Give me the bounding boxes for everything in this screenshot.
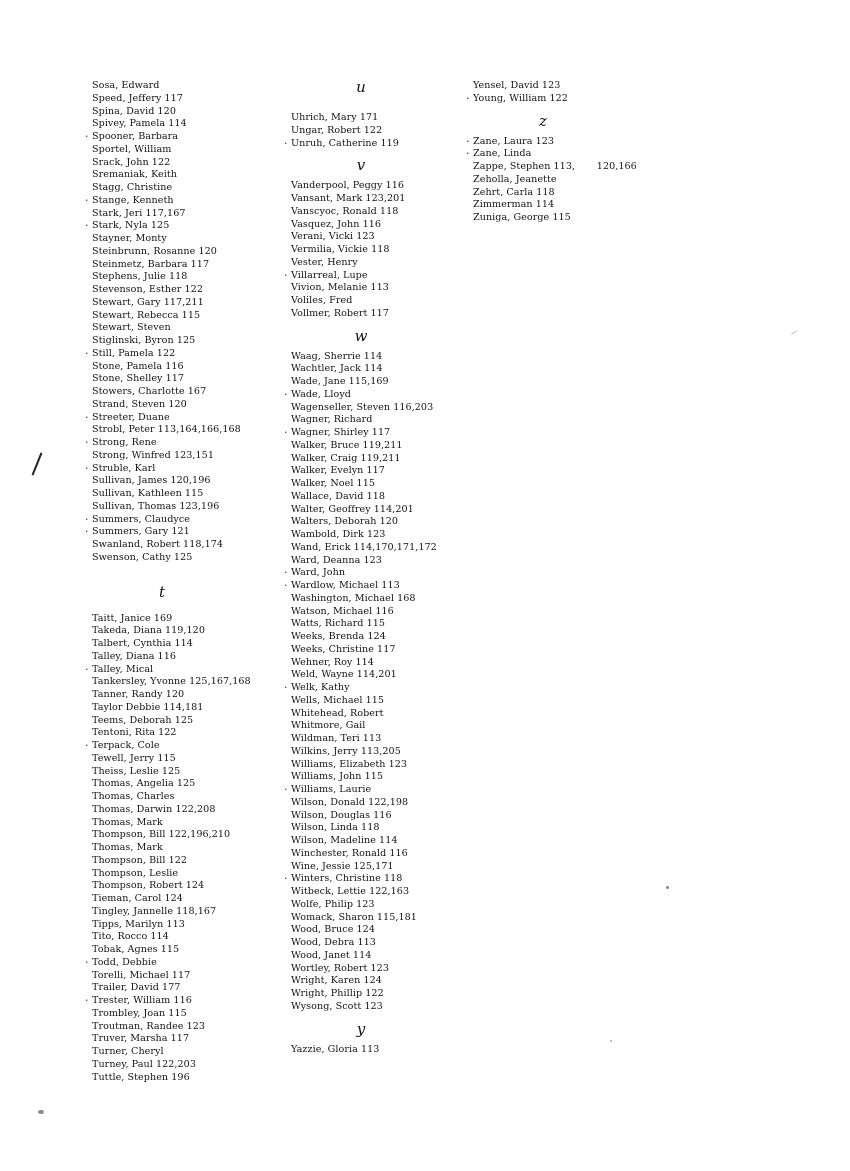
index-entry: Tieman, Carol 124 [92,893,183,904]
index-entry: Spina, David 120 [92,105,176,117]
index-entry: Yazzie, Gloria 113 [291,1043,380,1055]
index-entry: Tingley, Jannelle 118,167 [92,905,217,917]
index-entry: Thomas, Darwin 122,208 [92,803,216,815]
index-entry: Stone, Shelley 117 [92,373,185,385]
index-entry: · Spooner, Barbara [92,131,267,144]
index-entry: Whitmore, Gail [291,720,366,732]
index-entry: Stark, Jeri 117,167 [92,207,186,219]
index-entry: Stewart, Steven [92,322,171,334]
index-entry: · Stange, Kenneth [92,195,267,208]
index-entry: Steinmetz, Barbara 117 [92,258,210,270]
index-entry: Williams, John 115 [291,771,384,783]
index-entry: Zehrt, Carla 118 [473,186,555,198]
index-entry: Tewell, Jerry 115 [92,752,176,764]
index-entry: · Todd, Debbie [92,957,267,970]
index-entry: Tito, Rocco 114 [92,931,169,943]
index-entry: · Winters, Christine 118 [291,873,466,886]
index-entry: Strand, Steven 120 [92,398,187,410]
index-entry: Stewart, Gary 117,211 [92,296,204,308]
index-entry: Swanland, Robert 118,174 [92,539,224,550]
index-entry: Sosa, Edward [92,80,160,91]
index-entry: Sullivan, Kathleen 115 [92,488,204,499]
index-entry: Tankersley, Yvonne 125,167,168 [92,676,251,688]
section-letter-w: w [354,326,368,345]
index-entry: Speed, Jeffery 117 [92,92,183,104]
index-entry: · Trester, William 116 [92,995,267,1008]
index-entry: Winchester, Ronald 116 [291,847,408,859]
index-entry: Walker, Craig 119,211 [291,452,401,464]
index-entry: Stowers, Charlotte 167 [92,386,207,397]
index-column-1 [92,80,267,1084]
index-entry: Wolfe, Philip 123 [291,898,375,910]
index-entry: Troutman, Randee 123 [92,1020,206,1032]
index-entry: Wachtler, Jack 114 [291,363,383,375]
index-column-3 [473,80,648,225]
index-entry: Voliles, Fred [291,295,353,306]
index-entry: Wilkins, Jerry 113,205 [291,745,401,757]
index-entry: Thompson, Leslie [92,867,179,879]
index-entry: Wilson, Douglas 116 [291,809,392,821]
index-entry: · Strong, Rene [92,437,267,450]
index-entry: Trailer, David 177 [92,982,181,994]
index-entry: Sullivan, James 120,196 [92,475,211,487]
index-entry: Stayner, Monty [92,233,167,244]
index-entry: Wambold, Dirk 123 [291,529,386,540]
index-entry: Walters, Deborah 120 [291,516,399,528]
index-entry: Vollmer, Robert 117 [291,307,389,319]
index-entry: · Still, Pamela 122 [92,348,267,361]
index-entry: · Williams, Laurie [291,784,466,797]
index-entry: · Talley, Mical [92,664,267,677]
index-entry: · Terpack, Cole [92,740,267,753]
section-s-list [92,80,267,565]
index-entry: Ungar, Robert 122 [291,124,383,136]
index-entry: Thompson, Robert 124 [92,880,205,892]
paper-speck [666,886,669,889]
index-entry: Yensel, David 123 [473,80,561,91]
index-entry: · Villarreal, Lupe [291,270,466,283]
index-entry: Vasquez, John 116 [291,218,382,230]
index-entry: Strobl, Peter 113,164,166,168 [92,424,241,436]
index-entry: · Welk, Kathy [291,682,466,695]
index-entry: Wilson, Linda 118 [291,822,380,834]
index-entry: Talley, Diana 116 [92,650,177,662]
index-entry: Verani, Vicki 123 [291,231,375,243]
index-entry: · Unruh, Catherine 119 [291,138,466,151]
index-entry: · Stark, Nyla 125 [92,220,267,233]
index-entry: Wagenseller, Steven 116,203 [291,401,434,413]
index-entry: · Streeter, Duane [92,412,267,425]
index-entry: Whitehead, Robert [291,707,384,719]
index-entry: Turney, Paul 122,203 [92,1058,196,1070]
index-entry: Ward, Deanna 123 [291,554,382,566]
index-entry: Turner, Cheryl [92,1046,164,1057]
index-entry: Wilson, Madeline 114 [291,835,398,846]
index-entry: Weld, Wayne 114,201 [291,669,397,681]
section-y-list-part-2 [473,80,648,106]
index-entry: Tentoni, Rita 122 [92,727,177,739]
index-entry: Trombley, Joan 115 [92,1007,187,1019]
index-entry: Walker, Bruce 119,211 [291,439,403,451]
index-entry: Tanner, Randy 120 [92,689,185,700]
index-entry: · Wade, Lloyd [291,389,466,402]
index-entry: Thompson, Bill 122,196,210 [92,829,231,841]
index-entry: Wood, Debra 113 [291,937,376,948]
index-entry: Stagg, Christine [92,182,173,193]
index-entry: Tuttle, Stephen 196 [92,1071,190,1083]
index-entry: Sullivan, Thomas 123,196 [92,500,220,512]
index-entry: Zimmerman 114 [473,199,555,211]
index-entry: Wood, Janet 114 [291,949,372,961]
index-entry: · Zane, Linda [473,148,648,161]
index-entry: · Wardlow, Michael 113 [291,580,466,593]
section-letter-t: t [158,582,166,601]
index-entry: Waag, Sherrie 114 [291,350,383,362]
section-t-list [92,613,267,1085]
index-entry: Thomas, Charles [92,791,175,802]
index-entry: Stewart, Rebecca 115 [92,309,201,321]
index-entry: Stevenson, Esther 122 [92,284,203,295]
index-entry: Talbert, Cynthia 114 [92,638,193,649]
index-entry: Wallace, David 118 [291,490,386,502]
index-entry: Sportel, William [92,143,172,155]
index-entry: Sremaniak, Keith [92,169,178,181]
index-entry: Washington, Michael 168 [291,592,416,604]
index-entry: Stone, Pamela 116 [92,360,184,372]
stray-slash-mark [32,452,43,475]
index-entry: Steinbrunn, Rosanne 120 [92,245,217,257]
index-entry: Vermilia, Vickie 118 [291,244,390,255]
index-entry: Wysong, Scott 123 [291,1000,383,1012]
index-entry: Thompson, Bill 122 [92,854,188,866]
index-entry: Stephens, Julie 118 [92,271,188,283]
section-letter-z: z [539,111,547,130]
index-entry: Taylor Debbie 114,181 [92,701,204,713]
index-entry: Swenson, Cathy 125 [92,551,193,563]
index-entry: Tobak, Agnes 115 [92,944,180,955]
index-entry: Vester, Henry [291,256,358,268]
index-entry: Uhrich, Mary 171 [291,112,379,123]
index-entry: Wand, Erick 114,170,171,172 [291,541,437,553]
paper-speck [38,1110,44,1114]
index-entry: · Zane, Laura 123 [473,136,648,149]
index-entry: Walker, Noel 115 [291,478,376,489]
index-entry: Walker, Evelyn 117 [291,465,385,477]
index-entry: Womack, Sharon 115,181 [291,911,417,923]
paper-speck [610,1040,612,1042]
index-entry: Thomas, Angelia 125 [92,778,196,790]
index-entry: · Summers, Gary 121 [92,526,267,539]
index-entry: Thomas, Mark [92,816,163,828]
section-letter-u: u [356,78,366,96]
index-entry: Srack, John 122 [92,156,171,168]
index-entry: Taitt, Janice 169 [92,612,173,624]
section-w-list [291,351,466,1014]
index-entry: Weeks, Brenda 124 [291,631,386,642]
paper-speck [790,330,797,335]
index-entry: Wright, Karen 124 [291,975,382,987]
index-entry: Takeda, Diana 119,120 [92,625,205,637]
section-z-list [473,136,648,225]
index-entry: · Wagner, Shirley 117 [291,427,466,440]
index-entry: Tipps, Marilyn 113 [92,918,185,930]
section-v-list [291,180,466,320]
index-entry: Strong, Winfred 123,151 [92,449,214,461]
index-entry: Williams, Elizabeth 123 [291,758,408,770]
index-entry: Wilson, Donald 122,198 [291,796,409,808]
section-letter-v: v [356,156,366,175]
index-entry: Witbeck, Lettie 122,163 [291,886,410,897]
index-column-2 [291,80,466,1056]
index-entry: Spivey, Pamela 114 [92,118,187,130]
index-entry: · Young, William 122 [473,93,648,106]
index-entry: Wehner, Roy 114 [291,656,374,668]
index-entry: Walter, Geoffrey 114,201 [291,503,414,515]
index-entry: Wagner, Richard [291,414,373,426]
index-entry: Vanscyoc, Ronald 118 [291,205,399,217]
index-entry: Zeholla, Jeanette [473,173,557,185]
index-entry: Wade, Jane 115,169 [291,376,389,387]
section-u-list [291,112,466,150]
index-entry: Vivion, Melanie 113 [291,282,389,294]
index-entry: Stiglinski, Byron 125 [92,335,196,346]
index-entry: Weeks, Christine 117 [291,643,396,655]
index-entry: Vansant, Mark 123,201 [291,193,406,204]
index-entry: Theiss, Leslie 125 [92,765,181,777]
index-entry: Zappe, Stephen 113, 120,166 [473,161,637,172]
index-entry: Wells, Michael 115 [291,694,385,706]
index-entry: · Summers, Claudyce [92,514,267,527]
index-entry: Wright, Phillip 122 [291,988,384,999]
index-entry: · Struble, Karl [92,463,267,476]
index-entry: Teems, Deborah 125 [92,714,194,726]
index-entry: Torelli, Michael 117 [92,969,191,981]
index-entry: Wortley, Robert 123 [291,962,389,974]
index-entry: Wildman, Teri 113 [291,733,382,744]
index-entry: Wine, Jessie 125,171 [291,860,394,872]
index-entry: Thomas, Mark [92,842,163,853]
section-y-list-part-1 [291,1044,466,1057]
index-entry: · Ward, John [291,567,466,580]
index-entry: Zuniga, George 115 [473,212,571,223]
index-entry: Watson, Michael 116 [291,605,394,617]
index-entry: Watts, Richard 115 [291,618,386,630]
section-letter-y: y [356,1019,366,1038]
index-entry: Vanderpool, Peggy 116 [291,180,405,192]
index-entry: Wood, Bruce 124 [291,924,375,936]
index-entry: Truver, Marsha 117 [92,1033,190,1045]
